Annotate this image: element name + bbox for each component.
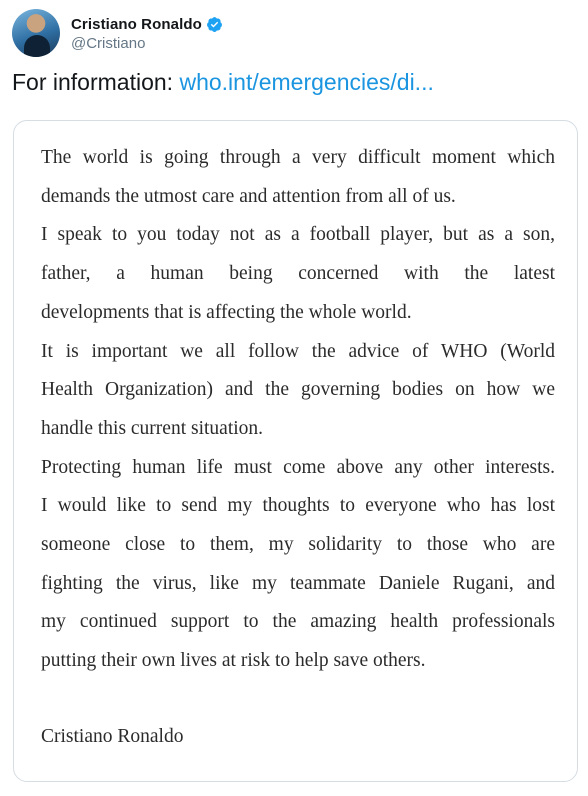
author-info — [71, 14, 223, 52]
tweet-header — [12, 8, 223, 58]
letter-line: I would like to send my thoughts to everyone who has lost — [41, 495, 555, 517]
letter-line: someone close to them, my solidarity to those who are — [41, 534, 555, 556]
letter-line: father, a human being concerned with the latest — [41, 263, 555, 285]
letter-body — [41, 139, 555, 681]
letter-line: Protecting human life must come above any other interests. — [41, 456, 555, 478]
letter-line: developments that is affecting the whole world. — [41, 301, 412, 323]
verified-badge-icon — [206, 16, 223, 33]
avatar[interactable] — [12, 9, 60, 57]
letter-line: I speak to you today not as a football player, but as a son, — [41, 224, 555, 246]
letter-line: The world is going through a very difficult moment which — [41, 147, 555, 168]
tweet-text — [12, 66, 434, 98]
letter-line: Health Organization) and the governing bodies on how we — [41, 379, 555, 401]
author-handle[interactable]: @Cristiano — [71, 35, 146, 52]
letter-line: It is important we all follow the advice of WHO (World — [41, 340, 555, 362]
tweet-link[interactable]: who.int/emergencies/di... — [179, 69, 434, 95]
tweet-text-prefix: For information: — [12, 69, 180, 95]
letter-line: handle this current situation. — [41, 417, 264, 439]
letter-line: putting their own lives at risk to help save others. — [41, 650, 426, 672]
letter-signature: Cristiano Ronaldo — [41, 726, 184, 747]
author-name-row — [71, 14, 223, 34]
letter-line: fighting the virus, like my teammate Daniele Rugani, and — [41, 572, 555, 594]
author-name[interactable]: Cristiano Ronaldo — [71, 15, 202, 33]
letter-line: demands the utmost care and attention from all of us. — [41, 185, 456, 207]
letter-line: my continued support to the amazing health professionals — [41, 611, 555, 633]
letter-image[interactable] — [13, 120, 578, 782]
